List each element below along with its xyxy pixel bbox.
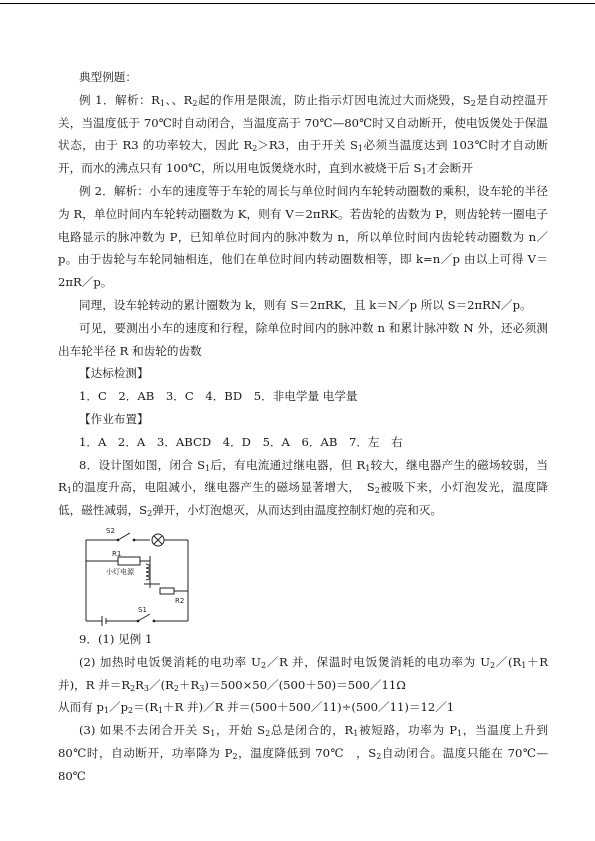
figure-label-r1: R1 xyxy=(112,549,122,558)
example-2-continued: 同理，设车轮转动的累计圈数为 k，则有 S＝2πRK，且 k＝N／p 所以 S＝2πRN／p。 xyxy=(79,297,532,312)
answers-homework: 1．A 2．A 3．ABCD 4．D 5．A 6．AB 7．左 右 xyxy=(79,434,403,449)
section-title-check: 【达标检测】 xyxy=(79,366,149,381)
circuit-diagram-svg xyxy=(78,526,218,626)
question-9-part-2: (2) 加热时电饭煲消耗的电功率 $U_2/R$ 并，保温时电饭煲消耗的电功率为 $U_2/(R_1+R$ 并)，R 并$=R_2R_3/(R_2+R_3)=500\times 50/(500+50)=500/11\Omega$ xyxy=(58,654,548,693)
circuit-diagram xyxy=(78,526,218,626)
question-9-ratio: 从而有 $p_1/p_2=(R_1+R$ 并)／R 并＝(500＋500／11)÷(500／11)＝12／1 xyxy=(58,700,455,716)
section-heading: 典型例题： xyxy=(79,70,137,84)
example-2-conclusion: 可见，要测出小车的速度和行程，除单位时间内的脉冲数 n 和累计脉冲数 N 外，还必须测出车轮半径 R 和齿轮的齿数 xyxy=(58,320,548,358)
figure-label-s1: S1 xyxy=(138,605,147,614)
example-2-paragraph: 例 2．解析：小车的速度等于车轮的周长与单位时间内车轮转动圈数的乘积，设车轮的半径为 R，单位时间内车轮转动圈数为 K，则有 V＝2πRK。若齿轮的齿数为 P，则齿轮转一圈电子电路显示的脉冲数为 P，已知单位时间内的脉冲数为 n，所以单位时间内齿轮转动圈数为 n／p。由于齿轮与车轮同轴相连，他们在单位时间内转动圈数相等，即 k=n／p 由以上可得 V＝2πR／p。 xyxy=(58,183,548,290)
question-9-part-3: (3) 如果不去闭合开关 $S_1$，开始 $S_2$总是闭合的，$R_1$被短路，功率为 $P_1$，当温度上升到 80℃时，自动断开，功率降为 $P_2$，温度降低到 70℃ ，$S_2$自动闭合。温度只能在 70℃—80℃ xyxy=(58,723,548,783)
page-top-rule xyxy=(0,3,595,4)
section-title-homework: 【作业布置】 xyxy=(79,411,149,426)
figure-label-s2: S2 xyxy=(106,526,115,535)
question-8-paragraph: 8．设计图如图，闭合 $S_1$后，有电流通过继电器，但 $R_1$较大，继电器产生的磁场较弱，当 $R_1$的温度升高，电阻减小，继电器产生的磁场显著增大， $S_2$被吸下来，小灯泡发光，温度降低，磁性减弱，$S_2$弹开，小灯泡熄灭，从而达到由温度控制灯炮的亮和灭。 xyxy=(58,457,548,519)
question-9-part-1: 9．(1) 见例 1 xyxy=(79,631,153,646)
figure-label-relay: 小灯电源 xyxy=(106,567,134,576)
answers-check: 1．C 2．AB 3．C 4．BD 5．非电学量 电学量 xyxy=(79,389,358,404)
figure-label-r2: R2 xyxy=(175,596,185,605)
example-1-paragraph: 例 1．解析：$R_1$、、$R_2$起的作用是限流，防止指示灯因电流过大而烧毁，$S_2$是自动控温开关，当温度低于 70℃时自动闭合，当温度高于 70℃—80℃时又自动断开，使电饭煲处于保温状态，由于 R3 的功率较大，因此 $R_2>R3$，由于开关 $S_1$必须当温度达到 103℃时才自动断开，而水的沸点只有 100℃，所以用电饭煲烧水时，直到水被烧干后 $S_1$才会断开 xyxy=(58,92,548,177)
document-body xyxy=(58,66,548,788)
